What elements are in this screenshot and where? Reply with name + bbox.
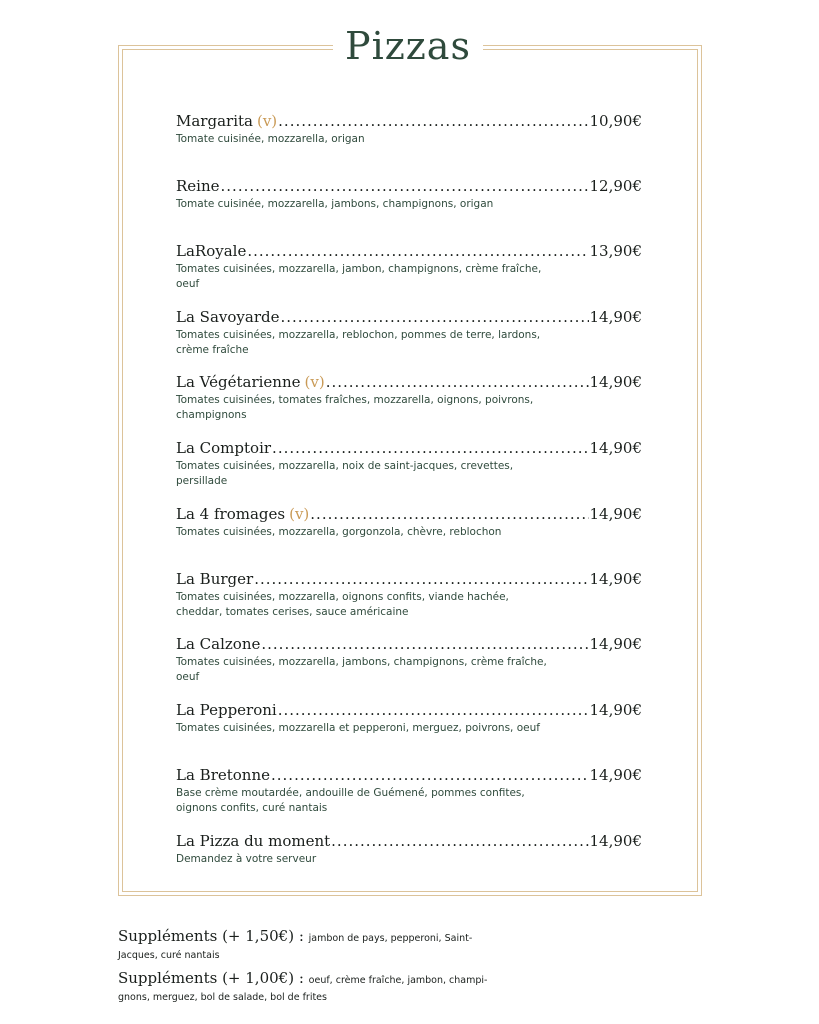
menu-item-name: Margarita bbox=[176, 112, 253, 130]
menu-item-price: 14,90€ bbox=[589, 373, 642, 391]
dot-leader bbox=[331, 831, 588, 851]
menu-item-description: Demandez à votre serveur bbox=[176, 853, 317, 865]
menu-item-name: La Burger bbox=[176, 570, 254, 588]
dot-leader bbox=[278, 111, 588, 131]
menu-item bbox=[176, 569, 642, 620]
dot-leader bbox=[310, 504, 588, 524]
menu-item bbox=[176, 765, 642, 816]
vegetarian-mark: (v) bbox=[304, 373, 325, 391]
menu-item-description: Tomate cuisinée, mozzarella, origan bbox=[176, 133, 365, 145]
supplement-label: Suppléments (+ 1,00€) : bbox=[118, 969, 309, 987]
menu-item-header bbox=[176, 111, 642, 131]
supplement-text: oeuf, crème fraîche, jambon, champi- bbox=[308, 975, 488, 986]
menu-item bbox=[176, 438, 642, 489]
dot-leader bbox=[272, 438, 588, 458]
supplement-text-cont: Jacques, curé nantais bbox=[118, 950, 220, 961]
menu-item-name: La 4 fromages bbox=[176, 505, 286, 523]
menu-item-price: 14,90€ bbox=[589, 570, 642, 588]
menu-item bbox=[176, 307, 642, 358]
dot-leader bbox=[278, 700, 589, 720]
dot-leader bbox=[254, 569, 588, 589]
supplement-text: jambon de pays, pepperoni, Saint- bbox=[308, 933, 473, 944]
menu-item-header bbox=[176, 634, 642, 654]
dot-leader bbox=[280, 307, 588, 327]
menu-item-name: La Végétarienne bbox=[176, 373, 301, 391]
dot-leader bbox=[221, 176, 589, 196]
menu-item bbox=[176, 504, 642, 540]
menu-item-description: Tomates cuisinées, tomates fraîches, mozzarella, oignons, poivrons, champignons bbox=[176, 394, 534, 421]
menu-item-header bbox=[176, 831, 642, 851]
supplement-label: Suppléments (+ 1,50€) : bbox=[118, 927, 309, 945]
menu-item-header bbox=[176, 241, 642, 261]
menu-item-header bbox=[176, 438, 642, 458]
menu-item-name: La Pizza du moment bbox=[176, 832, 331, 850]
menu-item-name: LaRoyale bbox=[176, 242, 247, 260]
menu-item bbox=[176, 111, 642, 147]
menu-item-price: 14,90€ bbox=[589, 439, 642, 457]
menu-item-price: 14,90€ bbox=[589, 308, 642, 326]
menu-item-name: La Bretonne bbox=[176, 766, 270, 784]
menu-item-description: Base crème moutardée, andouille de Guémené, pommes confites, oignons confits, curé nantais bbox=[176, 787, 525, 814]
menu-item-description: Tomate cuisinée, mozzarella, jambons, champignons, origan bbox=[176, 198, 494, 210]
dot-leader bbox=[247, 241, 588, 261]
menu-item-price: 14,90€ bbox=[589, 766, 642, 784]
menu-item-price: 14,90€ bbox=[589, 635, 642, 653]
menu-item-name: La Calzone bbox=[176, 635, 261, 653]
menu-item-price: 14,90€ bbox=[589, 701, 642, 719]
vegetarian-mark: (v) bbox=[289, 505, 310, 523]
supplement-text-cont: gnons, merguez, bol de salade, bol de frites bbox=[118, 992, 327, 1003]
menu-item-description: Tomates cuisinées, mozzarella, oignons confits, viande hachée, cheddar, tomates cerises, sauce américaine bbox=[176, 591, 509, 618]
page-title: Pizzas bbox=[345, 24, 471, 68]
menu-item-price: 14,90€ bbox=[589, 505, 642, 523]
menu-item-header bbox=[176, 765, 642, 785]
menu-item-name: La Comptoir bbox=[176, 439, 272, 457]
vegetarian-mark: (v) bbox=[256, 112, 278, 130]
menu-item-description: Tomates cuisinées, mozzarella et pepperoni, merguez, poivrons, oeuf bbox=[176, 722, 540, 734]
menu-item-header bbox=[176, 569, 642, 589]
menu-item-name: Reine bbox=[176, 177, 220, 195]
menu-item-price: 10,90€ bbox=[589, 112, 642, 130]
supplement-1 bbox=[118, 926, 498, 963]
menu-item bbox=[176, 634, 642, 685]
menu-item-header bbox=[176, 372, 642, 392]
menu-item-price: 14,90€ bbox=[589, 832, 642, 850]
menu-item bbox=[176, 372, 642, 423]
menu-item bbox=[176, 176, 642, 212]
title-wrap bbox=[333, 20, 483, 72]
menu-item-name: La Pepperoni bbox=[176, 701, 277, 719]
menu-item-name: La Savoyarde bbox=[176, 308, 280, 326]
menu-item-header bbox=[176, 504, 642, 524]
menu-item-description: Tomates cuisinées, mozzarella, jambons, champignons, crème fraîche, oeuf bbox=[176, 656, 547, 683]
dot-leader bbox=[261, 634, 588, 654]
menu-item bbox=[176, 831, 642, 867]
menu-item-price: 13,90€ bbox=[589, 242, 642, 260]
menu-item-description: Tomates cuisinées, mozzarella, noix de saint-jacques, crevettes, persillade bbox=[176, 460, 514, 487]
menu-item-header bbox=[176, 176, 642, 196]
menu-item-description: Tomates cuisinées, mozzarella, jambon, champignons, crème fraîche, oeuf bbox=[176, 263, 542, 290]
menu-item-description: Tomates cuisinées, mozzarella, gorgonzola, chèvre, reblochon bbox=[176, 526, 502, 538]
menu-item bbox=[176, 700, 642, 736]
menu-item-header bbox=[176, 307, 642, 327]
menu-item-description: Tomates cuisinées, mozzarella, reblochon, pommes de terre, lardons, crème fraîche bbox=[176, 329, 541, 356]
dot-leader bbox=[326, 372, 589, 392]
menu-item-header bbox=[176, 700, 642, 720]
dot-leader bbox=[271, 765, 589, 785]
menu-item-price: 12,90€ bbox=[589, 177, 642, 195]
menu-item bbox=[176, 241, 642, 292]
supplement-2 bbox=[118, 968, 498, 1005]
